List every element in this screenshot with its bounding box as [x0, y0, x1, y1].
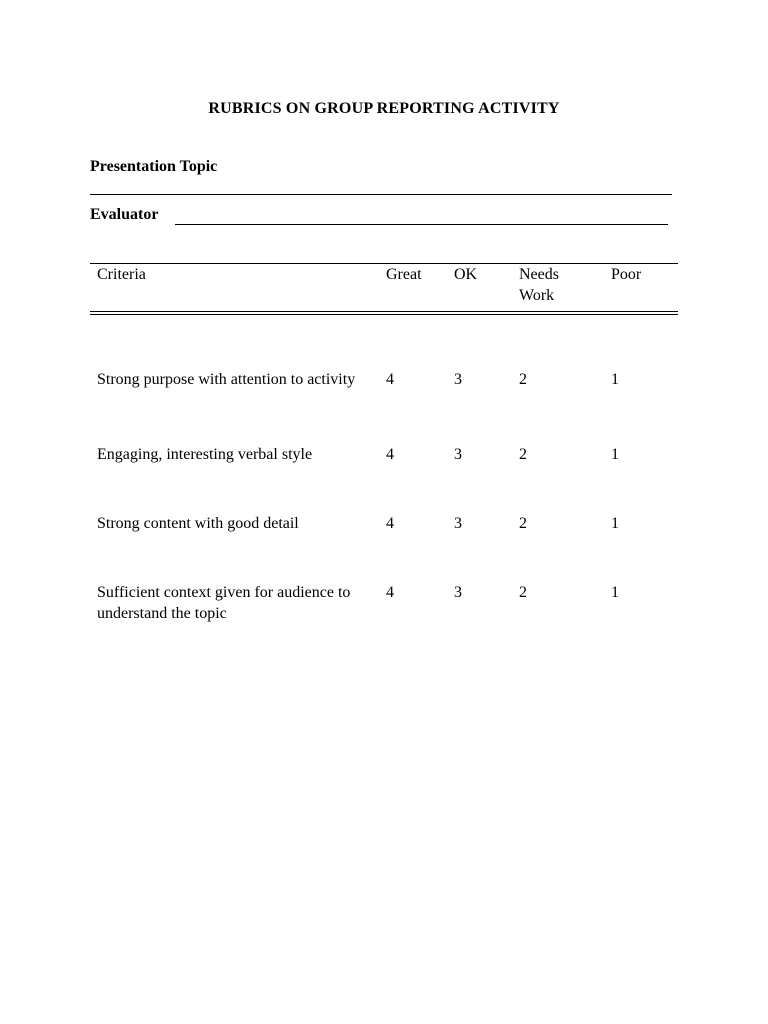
table-row-poor-score: 1 [611, 446, 619, 463]
table-row-poor-score: 1 [611, 515, 619, 532]
table-row-poor-score: 1 [611, 584, 619, 601]
evaluator-blank-line[interactable] [175, 224, 668, 225]
header-needs-work: Needs Work [519, 266, 559, 304]
header-great: Great [386, 266, 422, 283]
table-row-criteria: Strong purpose with attention to activity [97, 371, 356, 388]
table-row-needs-work-score: 2 [519, 371, 527, 388]
table-row-great-score: 4 [386, 446, 394, 463]
table-row-great-score: 4 [386, 515, 394, 532]
table-row-ok-score: 3 [454, 584, 462, 601]
table-row-needs-work-score: 2 [519, 515, 527, 532]
table-row-criteria: Engaging, interesting verbal style [97, 446, 313, 463]
table-row-criteria: Sufficient context given for audience to understand the topic [97, 584, 351, 622]
table-row-needs-work-score: 2 [519, 446, 527, 463]
table-row-ok-score: 3 [454, 515, 462, 532]
evaluator-label: Evaluator [90, 206, 159, 223]
table-row-needs-work-score: 2 [519, 584, 527, 601]
table-row-criteria: Strong content with good detail [97, 515, 299, 532]
table-row-great-score: 4 [386, 584, 394, 601]
header-criteria: Criteria [97, 266, 146, 283]
document-title: RUBRICS ON GROUP REPORTING ACTIVITY [208, 100, 560, 117]
table-row-poor-score: 1 [611, 371, 619, 388]
header-ok: OK [454, 266, 478, 283]
table-row-ok-score: 3 [454, 446, 462, 463]
header-double-rule-bottom [90, 314, 678, 315]
presentation-topic-blank-line[interactable] [90, 194, 672, 195]
table-row-ok-score: 3 [454, 371, 462, 388]
header-poor: Poor [611, 266, 642, 283]
table-row-great-score: 4 [386, 371, 394, 388]
header-double-rule-top [90, 311, 678, 312]
presentation-topic-label: Presentation Topic [90, 158, 218, 175]
